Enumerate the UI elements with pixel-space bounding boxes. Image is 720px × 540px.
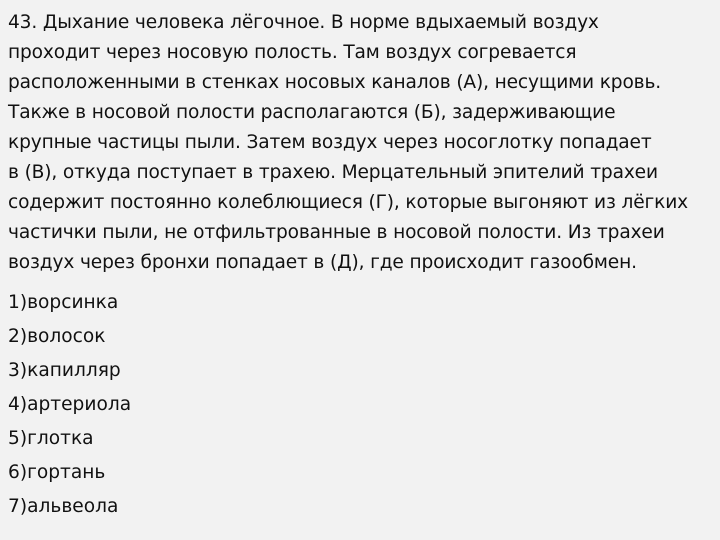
question-line: расположенными в стенках носовых каналов (А), несущими кровь. [8,72,662,93]
question-line: проходит через носовую полость. Там воздух согревается [8,42,577,63]
question-line: воздух через бронхи попадает в (Д), где происходит газообмен. [8,252,637,273]
answer-option: 4)артериола [8,394,132,415]
question-text [8,8,706,278]
answer-option: 5)глотка [8,428,94,449]
question-line: 43. Дыхание человека лёгочное. В норме вдыхаемый воздух [8,12,599,33]
question-line: содержит постоянно колеблющиеся (Г), которые выгоняют из лёгких [8,192,688,213]
question-line: Также в носовой полости располагаются (Б), задерживающие [8,102,616,123]
question-line: частички пыли, не отфильтрованные в носовой полости. Из трахеи [8,222,665,243]
answer-option: 1)ворсинка [8,292,119,313]
answer-option: 6)гортань [8,462,106,483]
answer-options-list [8,286,706,524]
answer-option: 2)волосок [8,326,106,347]
answer-option: 7)альвеола [8,496,119,517]
answer-option: 3)капилляр [8,360,121,381]
question-line: в (В), откуда поступает в трахею. Мерцательный эпителий трахеи [8,162,658,183]
question-line: крупные частицы пыли. Затем воздух через носоглотку попадает [8,132,652,153]
